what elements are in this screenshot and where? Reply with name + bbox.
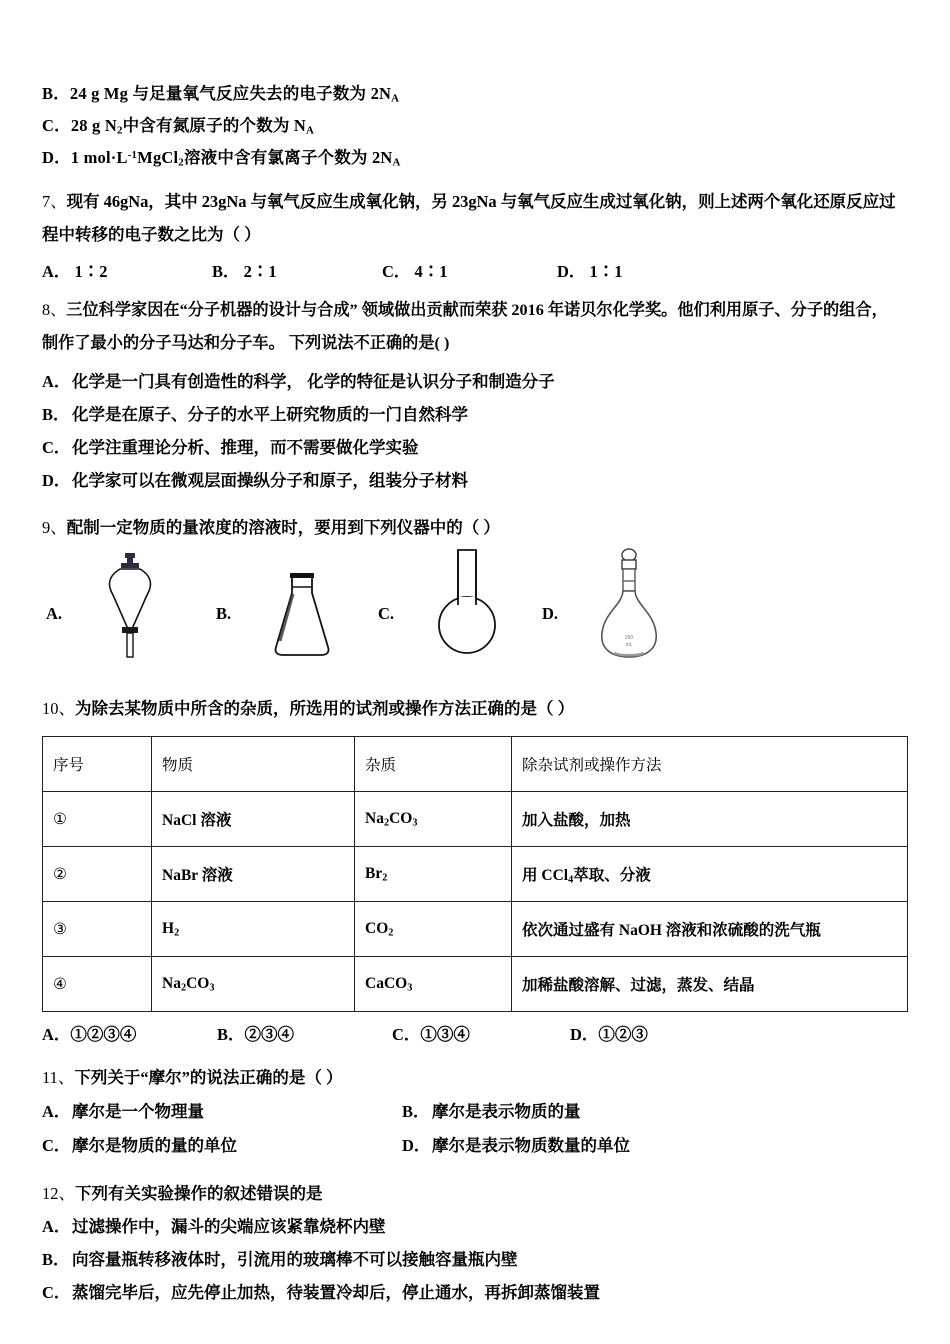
option-a[interactable]: A．过滤操作中，漏斗的尖端应该紧靠烧杯内壁: [42, 1217, 386, 1237]
question-stem-text: 三位科学家因在“分子机器的设计与合成” 领域做出贡献而荣获 2016 年诺贝尔化学奖。他们利用原子、分子的组合，: [66, 301, 888, 320]
question-stem-text: 配制一定物质的量浓度的溶液时，要用到下列仪器中的（ ）: [66, 517, 500, 537]
option-text-mid: 中含有氮原子的个数为 N: [122, 116, 307, 136]
question-9-apparatus-options: [42, 550, 912, 670]
question-number: 8、: [42, 301, 67, 320]
question-10-options: [42, 1021, 912, 1045]
option-b-q6: [42, 78, 912, 110]
question-number: 9、: [42, 517, 67, 537]
row-substance: $Na_2CO_3$: [152, 957, 355, 1012]
option-a[interactable]: A．化学是一门具有创造性的科学， 化学的特征是认识分子和制造分子: [42, 371, 555, 391]
question-7: [42, 185, 912, 283]
superscript-minus-one: -1: [127, 149, 138, 162]
option-a[interactable]: A．摩尔是一个物理量: [42, 1101, 204, 1121]
row-impurity: $Br_2$: [355, 847, 512, 902]
question-8-stem-line1: [42, 294, 912, 327]
question-9: [42, 511, 912, 671]
option-c[interactable]: C．①③④: [392, 1025, 470, 1045]
row-no: ②: [43, 847, 152, 902]
option-b[interactable]: B． 2∶1: [212, 262, 277, 282]
header-substance: 物质: [152, 737, 355, 792]
question-11-stem: [42, 1061, 912, 1095]
row-method: 加稀盐酸溶解、过滤，蒸发、结晶: [512, 957, 908, 1012]
subscript-a: A: [391, 92, 400, 105]
option-text-pre: 1 mol·L: [70, 148, 128, 168]
question-12: [42, 1177, 912, 1310]
subscript-a: A: [392, 157, 401, 170]
question-number: 10、: [42, 699, 75, 719]
header-no: 序号: [43, 737, 152, 792]
subscript-2: 2: [178, 157, 184, 170]
option-d[interactable]: D．①②③: [570, 1025, 648, 1045]
row-method: 依次通过盛有 NaOH 溶液和浓硫酸的洗气瓶: [512, 902, 908, 957]
option-letter: C．: [42, 116, 71, 136]
row-substance: NaBr 溶液: [152, 847, 355, 902]
svg-text:250: 250: [624, 635, 634, 642]
impurity-removal-table: [42, 736, 908, 1012]
question-12-options: [42, 1210, 912, 1309]
option-d[interactable]: D．化学家可以在微观层面操纵分子和原子，组装分子材料: [42, 470, 468, 490]
option-text-post: 溶液中含有氯离子个数为 2N: [183, 148, 393, 168]
option-text-pre: 28 g N: [70, 116, 117, 136]
option-c[interactable]: C．摩尔是物质的量的单位: [42, 1135, 237, 1155]
option-a[interactable]: A．①②③④: [42, 1025, 137, 1045]
header-impurity: 杂质: [355, 737, 512, 792]
question-8: [42, 294, 912, 496]
option-text: 24 g Mg 与足量氧气反应失去的电子数为 2N: [69, 84, 392, 103]
table-header-row: [43, 737, 908, 792]
option-c-label[interactable]: C.: [378, 604, 395, 624]
table-row: [43, 847, 908, 902]
question-number: 12、: [42, 1183, 75, 1203]
option-a-label[interactable]: A.: [46, 604, 63, 624]
question-12-stem: [42, 1177, 912, 1211]
question-number: 7、: [42, 191, 67, 211]
round-bottom-flask-icon: [430, 547, 504, 664]
table-row: [43, 957, 908, 1012]
erlenmeyer-flask-icon: [270, 571, 334, 662]
question-stem-text: 为除去某物质中所含的杂质，所选用的试剂或操作方法正确的是（ ）: [75, 699, 575, 719]
question-number: 11、: [42, 1068, 75, 1088]
table-row: [43, 792, 908, 847]
page-content: [42, 78, 912, 1309]
row-substance: NaCl 溶液: [152, 792, 355, 847]
option-d[interactable]: D．摩尔是表示物质数量的单位: [402, 1135, 630, 1155]
question-stem-text: 下列关于“摩尔”的说法正确的是（ ）: [74, 1068, 343, 1088]
row-impurity: CaCO$_3$: [355, 957, 512, 1012]
row-no: ④: [43, 957, 152, 1012]
option-d[interactable]: D． 1∶1: [557, 262, 623, 282]
option-d-q6: [42, 142, 912, 174]
row-substance: $H_2$: [152, 902, 355, 957]
formula-mgcl: MgCl: [137, 148, 179, 168]
option-c[interactable]: C．蒸馏完毕后，应先停止加热，待装置冷却后，停止通水，再拆卸蒸馏装置: [42, 1283, 600, 1303]
subscript-2: 2: [116, 124, 123, 137]
row-method: 加入盐酸，加热: [512, 792, 908, 847]
row-impurity: $CO_2$: [355, 902, 512, 957]
subscript-a: A: [306, 124, 315, 137]
separatory-funnel-icon: [100, 551, 160, 664]
row-method: 用 CCl$_4$萃取、分液: [512, 847, 908, 902]
option-b[interactable]: B．②③④: [217, 1025, 295, 1045]
option-c[interactable]: C．化学注重理论分析、推理，而不需要做化学实验: [42, 437, 419, 457]
question-7-stem-line2: 程中转移的电子数之比为（ ）: [42, 225, 261, 245]
option-a[interactable]: A． 1∶2: [42, 262, 108, 282]
option-letter: B．: [42, 84, 70, 103]
question-stem-text: 现有 46gNa，其中 23gNa 与氧气反应生成氧化钠，另 23gNa 与氧气反应生成过氧化钠，则上述两个氧化还原反应过: [66, 191, 896, 211]
question-8-options: [42, 365, 912, 497]
option-letter: D．: [42, 148, 71, 168]
question-11: [42, 1061, 912, 1162]
option-b[interactable]: B． 摩尔是表示物质的量: [402, 1101, 581, 1121]
question-10-stem: [42, 692, 912, 726]
question-8-stem-line2: 制作了最小的分子马达和分子车。 下列说法不正确的是( ): [42, 334, 450, 353]
option-c[interactable]: C． 4∶1: [382, 262, 448, 282]
question-7-options: [42, 258, 912, 282]
row-no: ③: [43, 902, 152, 957]
table-row: [43, 902, 908, 957]
volumetric-flask-icon: [594, 547, 664, 666]
question-10: [42, 692, 912, 1045]
question-9-stem: [42, 511, 912, 545]
option-b[interactable]: B． 化学是在原子、分子的水平上研究物质的一门自然科学: [42, 404, 468, 424]
option-b[interactable]: B． 向容量瓶转移液体时，引流用的玻璃棒不可以接触容量瓶内壁: [42, 1250, 518, 1270]
header-method: 除杂试剂或操作方法: [512, 737, 908, 792]
row-impurity: $Na_2CO_3$: [355, 792, 512, 847]
question-7-stem-line1: [42, 185, 912, 219]
question-stem-text: 下列有关实验操作的叙述错误的是: [75, 1183, 323, 1203]
option-c-q6: [42, 110, 912, 142]
question-11-options-row1: [42, 1095, 912, 1129]
option-b-label[interactable]: B.: [216, 604, 232, 624]
option-d-label[interactable]: D.: [542, 604, 559, 624]
svg-text:mL: mL: [625, 642, 633, 649]
row-no: ①: [43, 792, 152, 847]
question-11-options-row2: [42, 1129, 912, 1163]
